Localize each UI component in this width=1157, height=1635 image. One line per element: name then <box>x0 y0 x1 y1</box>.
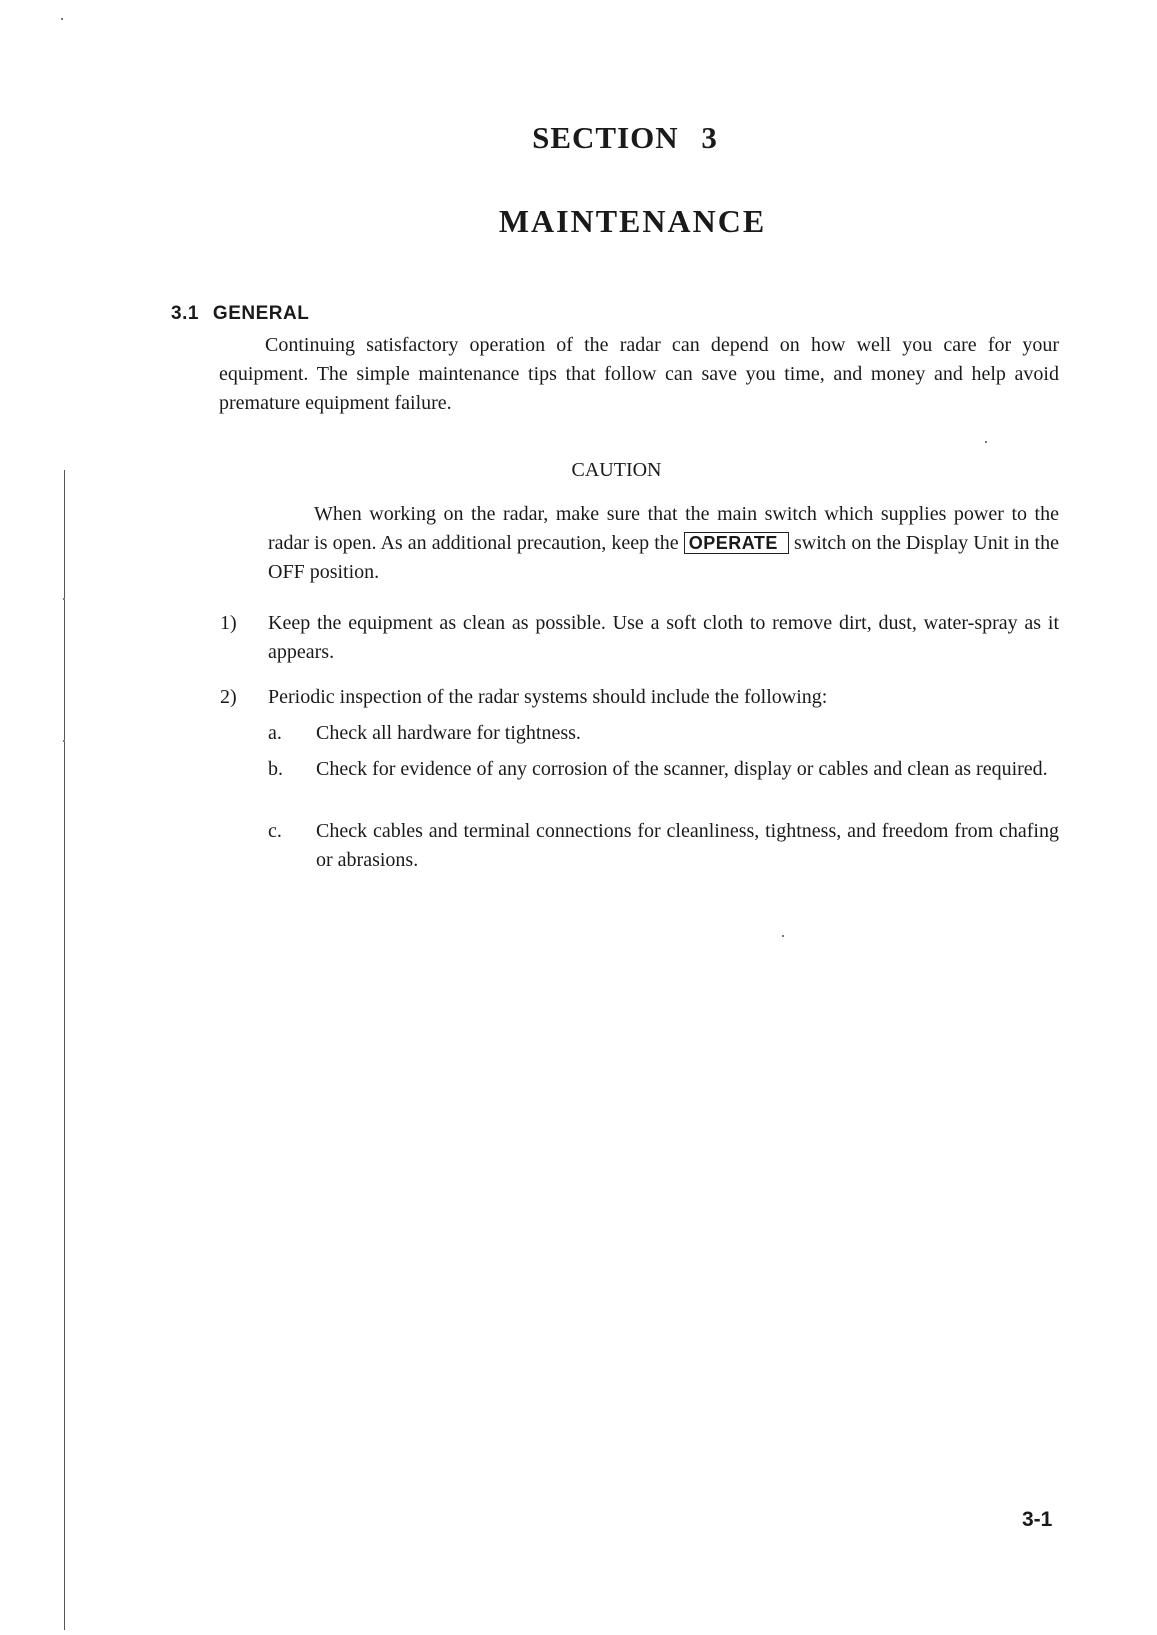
section-title <box>0 120 1157 156</box>
caution-text-before: When working on the radar, make sure that the main switch which supplies power to the radar is open. As an additional precaution, keep the <box>268 503 1059 554</box>
operate-switch-label: OPERATE <box>684 532 789 554</box>
list-item-marker: 1) <box>220 612 237 634</box>
caution-title: CAUTION <box>571 459 662 481</box>
chapter-title: MAINTENANCE <box>498 203 767 239</box>
caution-text-after: switch on the Display Unit in the OFF position. <box>268 532 1059 583</box>
intro-paragraph: Continuing satisfactory operation of the radar can depend on how well you care for your equipment. The simple maintenance tips that follow can save you time, and money and help avoid premature equipment failure. <box>219 334 1059 414</box>
binding-edge-line <box>64 470 65 1630</box>
list-item-marker: 2) <box>220 686 237 708</box>
sub-list-item-text: Check cables and terminal connections for cleanliness, tightness, and freedom from chafing or abrasions. <box>316 820 1059 871</box>
scan-speck <box>63 740 65 742</box>
list-item-text: Keep the equipment as clean as possible. Use a soft cloth to remove dirt, dust, water-spray as it appears. <box>268 612 1059 663</box>
sub-list-item-marker: c. <box>268 820 282 842</box>
section-label: SECTION <box>532 120 679 155</box>
subsection-heading <box>171 303 309 325</box>
caution-paragraph <box>268 500 1059 587</box>
scan-speck <box>985 441 987 443</box>
sub-list-item-text: Check all hardware for tightness. <box>316 722 581 744</box>
page-number: 3-1 <box>1022 1508 1053 1531</box>
scan-speck <box>63 598 65 600</box>
scan-speck <box>61 18 63 20</box>
sub-list-item-text: Check for evidence of any corrosion of the scanner, display or cables and clean as required. <box>316 758 1048 780</box>
subsection-title: GENERAL <box>212 303 310 324</box>
subsection-number: 3.1 <box>171 303 199 324</box>
list-item-text: Periodic inspection of the radar systems should include the following: <box>268 686 828 708</box>
sub-list-item-marker: b. <box>268 758 283 780</box>
scan-speck <box>782 935 784 937</box>
sub-list-item-marker: a. <box>268 722 282 744</box>
section-number: 3 <box>701 120 718 155</box>
